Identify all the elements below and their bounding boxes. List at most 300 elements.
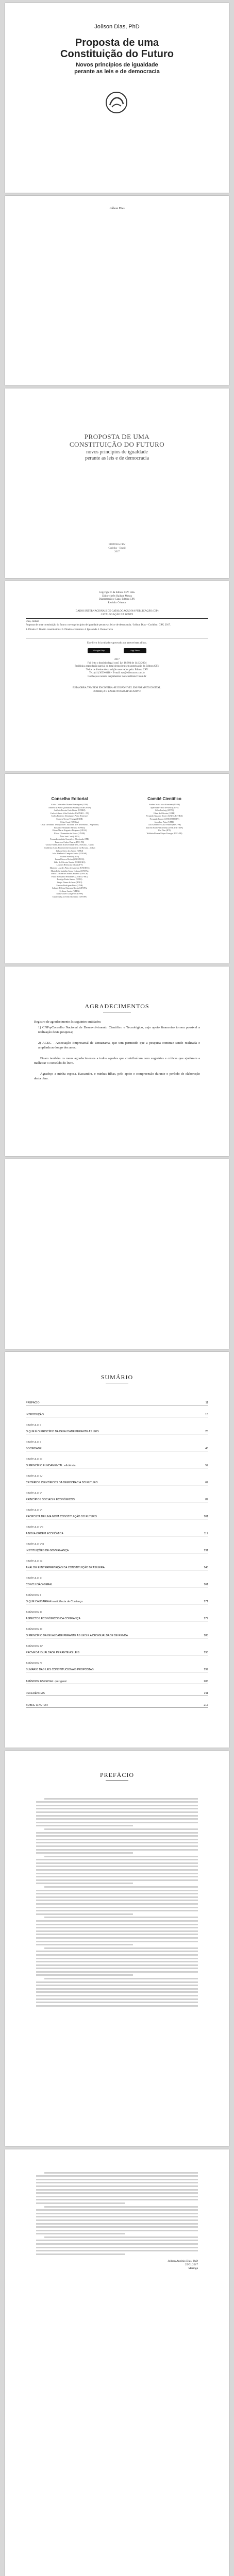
- toc-chapter-number: CAPÍTULO IV: [26, 1475, 43, 1478]
- publisher-name: EDITORA CRV: [108, 544, 126, 546]
- toc-chapter-number: APÊNDICE I: [26, 1594, 41, 1597]
- toc-entry-page: 87: [205, 1498, 208, 1501]
- rights-website: Conheça os nossos lançamentos: www.editoracrv.com.br: [88, 675, 146, 678]
- text-line: [36, 1924, 198, 1925]
- cover-page: [5, 3, 229, 193]
- toc-chapter-label: [26, 1626, 208, 1631]
- board-member: Maria Cristina dos Santos Bezerra (UFSCar): [51, 872, 88, 875]
- catalog-author: Dias, Joílson: [26, 620, 39, 623]
- cover-title-line1: Proposta de uma: [75, 37, 159, 48]
- board-member: Luís Alexandre Carta Winter (PUC-PR): [148, 823, 181, 826]
- title-page-subtitle: [5, 449, 229, 462]
- toc-chapter-label: [26, 1524, 208, 1529]
- cip-line2: CATALOGAÇÃO NA FONTE: [101, 613, 133, 616]
- toc-gap: [26, 1604, 208, 1609]
- copyright-credits: [26, 591, 208, 605]
- toc-chapter-number: CAPÍTULO V: [26, 1492, 42, 1495]
- text-line: [36, 2253, 125, 2255]
- text-line: [36, 1801, 198, 1803]
- board-member: Fernando Knoerr (UNICURITIBA): [149, 817, 179, 820]
- text-line: [36, 2002, 198, 2003]
- toc-entry-label: APÊNDICE ESPECIAL: quiz geral: [26, 1680, 66, 1683]
- toc-chapter-label: [26, 1575, 208, 1580]
- text-line: [36, 1958, 198, 1959]
- conselho-editorial: [31, 796, 108, 899]
- toc-entry[interactable]: [26, 1631, 208, 1638]
- toc-entry[interactable]: [26, 1597, 208, 1604]
- toc-entry-page: 199: [204, 1668, 208, 1671]
- toc-entry[interactable]: [26, 1495, 208, 1502]
- toc-entry-page: 171: [204, 1600, 208, 1603]
- table-of-contents-page: [5, 1352, 229, 1748]
- text-line: [36, 1876, 198, 1877]
- toc-gap: [26, 1672, 208, 1677]
- board-member: Celso Ludwig (UFPR): [155, 809, 174, 812]
- rights-block: [26, 658, 208, 679]
- preface-text: [36, 1796, 198, 2008]
- toc-entry[interactable]: [26, 1580, 208, 1587]
- text-line: [36, 1964, 198, 1966]
- ebook-line2: CONHEÇA E BAIXE NOSSO APLICATIVO!: [92, 690, 142, 693]
- board-member: Simone Rodrigues Pinto (UNB): [56, 884, 83, 887]
- toc-chapter-label: [26, 1609, 208, 1614]
- text-line: [36, 1893, 198, 1894]
- toc-entry-page: 211: [204, 1692, 208, 1695]
- title-line2: CONSTITUIÇÃO DO FUTURO: [69, 440, 165, 448]
- text-line: [36, 2250, 198, 2251]
- toc-gap: [26, 1696, 208, 1701]
- toc-entry[interactable]: [26, 1529, 208, 1536]
- text-line: [36, 1818, 198, 1820]
- text-line: [36, 1998, 198, 2000]
- toc-gap: [26, 1638, 208, 1643]
- text-line: [36, 1937, 198, 1939]
- cover-title-line2: Constituição do Futuro: [60, 48, 174, 60]
- toc-entry[interactable]: [26, 1410, 208, 1417]
- toc-chapter-number: CAPÍTULO IX: [26, 1560, 43, 1563]
- cover-subtitle-line1: Novos princípios de igualdade: [76, 62, 158, 68]
- toc-gap: [26, 1502, 208, 1507]
- toc-chapter-label: [26, 1660, 208, 1665]
- title-page-publisher: [5, 543, 229, 554]
- toc-entry[interactable]: [26, 1563, 208, 1570]
- board-member: Solange Helena Ximenes-Rocha (UFOPA): [52, 887, 88, 890]
- toc-chapter-number: APÊNDICE V: [26, 1662, 42, 1665]
- toc-gap: [26, 1570, 208, 1575]
- toc-entry-label: O PRINCÍPIO FUNDAMENTAL: eficiência: [26, 1464, 76, 1467]
- copyright-line4: Revisão: O Autor: [108, 601, 126, 604]
- toc-entry[interactable]: [26, 1478, 208, 1485]
- text-line: [36, 1981, 198, 1983]
- half-title-page: [5, 196, 229, 385]
- copyright-line2: Editor-chefe: Railson Moura: [102, 595, 132, 598]
- text-line: [36, 1985, 198, 1986]
- board-member: Carlos Federico Dominguez Avila (Unieuro): [51, 815, 88, 818]
- toc-gap: [26, 1451, 208, 1456]
- toc-entry-label: SOCIEDADE: [26, 1447, 42, 1450]
- toc-gap: [26, 1587, 208, 1592]
- text-line: [36, 2216, 198, 2217]
- text-line: [36, 1944, 133, 1945]
- text-line: [36, 2179, 198, 2180]
- toc-chapter-number: APÊNDICE IV: [26, 1645, 43, 1648]
- toc-entry-page: 145: [204, 1566, 208, 1569]
- comite-list: [126, 803, 203, 835]
- board-member: Élsio José Corá (UFFS): [59, 835, 80, 838]
- toc-chapter-number: CAPÍTULO III: [26, 1458, 42, 1461]
- board-member: Francisco Carlos Duarte (PUC-PR): [55, 840, 85, 843]
- toc-entry-page: 193: [204, 1651, 208, 1654]
- toc-chapter-label: [26, 1439, 208, 1444]
- board-member: Jaqueline Pinto (UFPR): [154, 820, 175, 823]
- toc-chapter-label: [26, 1643, 208, 1648]
- text-line: [44, 1947, 198, 1949]
- text-line: [36, 2185, 198, 2187]
- rights-deposit: Foi feito o depósito legal conf. Lei 10.994 de 14/12/2004: [87, 662, 147, 665]
- text-line: [36, 2196, 198, 2197]
- board-member: Josania Portela (UFPI): [60, 855, 79, 858]
- text-line: [36, 2189, 198, 2191]
- rights-prohibited: Proibida a reprodução parcial ou total desta obra sem autorização da Editora CRV: [75, 665, 159, 668]
- toc-entry-label: PROVA DA IGUALDADE PERANTE AS LEIS: [26, 1651, 79, 1654]
- toc-chapter-number: CAPÍTULO VIII: [26, 1543, 44, 1546]
- rights-reserved: Todos os direitos desta edição reservados pela: Editora CRV: [86, 668, 148, 671]
- board-member: Rodrigo Pratte-Santos (UFES): [57, 878, 82, 881]
- text-line: [44, 1917, 198, 1918]
- acknowledgements-title: AGRADECIMENTOS: [85, 1003, 149, 1010]
- catalog-record: [26, 620, 208, 632]
- text-line: [44, 2206, 198, 2208]
- comite-title: Comitê Científico: [147, 796, 181, 801]
- toc-entry[interactable]: [26, 1461, 208, 1468]
- text-line: [36, 1845, 198, 1847]
- toc-chapter-number: CAPÍTULO II: [26, 1441, 42, 1444]
- toc-entry-label: REFERÊNCIAS: [26, 1692, 45, 1695]
- title-page: [5, 388, 229, 578]
- preface-signature: [168, 2260, 198, 2270]
- toc-entry-page: 57: [205, 1464, 208, 1467]
- text-line: [36, 1907, 198, 1908]
- board-member: Walkiria Bianca Mayer Krueger (PUC-PR): [146, 832, 182, 835]
- toc-chapter-number: CAPÍTULO VI: [26, 1509, 43, 1512]
- text-line: [36, 1930, 198, 1932]
- toc-entry[interactable]: [26, 1665, 208, 1672]
- text-line: [36, 1811, 198, 1813]
- text-line: [36, 1951, 198, 1952]
- text-line: [36, 1852, 133, 1854]
- acknowledgements-page: [5, 967, 229, 1156]
- text-line: [36, 2202, 125, 2204]
- text-line: [36, 1974, 133, 1976]
- text-line: [36, 2226, 198, 2228]
- text-line: [36, 1822, 198, 1823]
- toc-chapter-number: APÊNDICE II: [26, 1611, 42, 1614]
- comite-cientifico: [126, 796, 203, 835]
- toc-entry-page: 15: [205, 1413, 208, 1416]
- text-line: [36, 1808, 198, 1809]
- copyright-line3: Diagramação e Capa: Editora CRV: [98, 598, 136, 601]
- board-member: Elane de Oliveira (UFPR): [154, 811, 175, 815]
- rights-contact: Tel.: (41) 3039-6418 - E-mail: sac@editoracrv.com.br: [89, 672, 145, 674]
- cip-header: [26, 610, 208, 617]
- board-member: Eduardo Fernandes Barbosa (UFMG): [54, 826, 86, 829]
- text-line: [36, 1805, 198, 1806]
- text-line: [36, 1896, 198, 1898]
- toc-gap: [26, 1684, 208, 1689]
- toc-chapter-label: [26, 1541, 208, 1546]
- editorial-board-page: [5, 774, 229, 963]
- text-line: [36, 1869, 198, 1871]
- ack-p1: Registro de agradecimento às seguintes entidades:: [34, 1020, 102, 1024]
- title-page-title: [5, 433, 229, 448]
- toc-chapter-label: [26, 1558, 208, 1563]
- toc-entry[interactable]: [26, 1444, 208, 1451]
- text-line: [36, 2199, 198, 2200]
- toc-entry-page: 177: [204, 1617, 208, 1620]
- toc-entry[interactable]: [26, 1546, 208, 1553]
- cover-title: [5, 37, 229, 60]
- toc-entry[interactable]: [26, 1427, 208, 1434]
- board-member: Elizeu Clementino de Souza (UNEB): [54, 832, 85, 835]
- toc-entry-label: O QUE É O PRINCÍPIO DA IGUALDADE PERANTE AS LEIS: [26, 1430, 99, 1433]
- text-line: [44, 1798, 198, 1800]
- subtitle-line2: perante as leis e de democracia: [85, 455, 149, 461]
- cover-subtitle: [5, 62, 229, 75]
- text-line: [36, 1927, 198, 1928]
- toc-gap: [26, 1553, 208, 1558]
- text-line: [36, 2230, 198, 2231]
- toc-entry[interactable]: [26, 1512, 208, 1519]
- board-member: Celso Conti (UFSCar): [60, 820, 79, 823]
- toc-gap: [26, 1655, 208, 1660]
- toc-gap: [26, 1434, 208, 1439]
- text-line: [36, 1859, 198, 1860]
- publisher-logo-icon: [105, 91, 128, 114]
- board-member: Elione Maria Nogueira Diogenes (UFAL): [52, 829, 87, 832]
- board-member: Jailson Alves dos Santos (UFRJ): [56, 849, 83, 852]
- board-member: Aldira Guimarães Duarte Domínguez (UNB): [51, 803, 89, 806]
- text-line: [36, 2213, 198, 2214]
- toc-gap: [26, 1536, 208, 1541]
- board-member: Cesar Gerónimo Tello (Univer .Nacional Três de Febrero – Argentina): [40, 823, 99, 826]
- cip-line1: DADOS INTERNACIONAIS DE CATALOGAÇÃO NA PUBLICAÇÃO (CIP): [75, 610, 159, 613]
- toc-entry-page: 161: [204, 1583, 208, 1586]
- board-member: Antônio Pereira Gaio Júnior (UFRRJ): [54, 809, 86, 812]
- ack-p3: 2) ACEG - Associação Empresarial de Umuarama, que tem permitido que a pesquisa continue sendo realizada e ampliada ao longo dos anos;: [38, 1041, 200, 1049]
- toc-title: SUMÁRIO: [101, 1374, 133, 1381]
- text-line: [36, 1873, 198, 1874]
- cover-author: Joílson Dias, PhD: [94, 24, 140, 30]
- ebook-note: [26, 687, 208, 693]
- board-member: Fernando Gustavo Knoerr (UNICURITIBA): [146, 815, 183, 818]
- toc-entry-label: SUMÁRIO DAS LEIS CONSTITUCIONAIS PROPOSTAS: [26, 1668, 94, 1671]
- text-line: [36, 2233, 125, 2234]
- toc-gap: [26, 1468, 208, 1473]
- toc-entry-label: PREFÁCIO: [26, 1401, 40, 1404]
- publisher-year: 2017: [114, 551, 120, 553]
- text-line: [36, 1910, 198, 1911]
- text-line: [36, 2175, 198, 2177]
- signature-date: 25/01/2017: [185, 2263, 198, 2266]
- text-line: [44, 2236, 198, 2238]
- text-line: [36, 1900, 198, 1901]
- text-line: [44, 1886, 198, 1888]
- board-member: Fernando Antônio Gonçalves Alcoforado (IPB): [50, 838, 89, 841]
- toc-entry-label: ASPECTOS ECONÔMICOS DA CONFIANÇA: [26, 1617, 80, 1620]
- toc-gap: [26, 1519, 208, 1524]
- preface-title: PREFÁCIO: [99, 1771, 134, 1778]
- toc-gap: [26, 1417, 208, 1422]
- toc-entry-page: 101: [204, 1515, 208, 1518]
- copyright-line1: Copyright © da Editora CRV Ltda.: [99, 591, 135, 594]
- conselho-list: [31, 803, 108, 899]
- board-member: Andrea Maila Voss Kominek (UFPR): [148, 803, 180, 806]
- toc-entry-page: 185: [204, 1634, 208, 1637]
- board-member: Guillermo Arias Beatón (Universidade de La Havana – Cuba): [44, 846, 95, 849]
- text-line: [36, 1832, 198, 1834]
- toc-entry-label: ANÁLISE E INTERPRETAÇÃO DA CONSTITUIÇÃO BRASILEIRA: [26, 1566, 105, 1569]
- toc-entry-label: O PRINCÍPIO DA IGUALDADE PERANTE AS LEIS E A DESIGUALDADE DE RENDA: [26, 1634, 128, 1637]
- ack-p4: Ficam também os meus agradecimentos a todos aqueles que contribuíram com sugestões e críticas que ajudaram a melhorar o conteúdo do livro.: [34, 1057, 200, 1065]
- board-member: Lídia de Oliveira Xavier (UNIEURO): [54, 860, 86, 863]
- toc-entry[interactable]: [26, 1398, 208, 1405]
- subtitle-line1: novos princípios de igualdade: [86, 449, 148, 455]
- review-note: Este livro foi avaliado e aprovado por pareceristas ad hoc.: [87, 642, 147, 645]
- ack-p2: 1) CNPq-Conselho Nacional de Desenvolvimento Científico e Tecnológico, cujo apoio financeiro tornou possível a realização desta pesquisa;: [38, 1026, 200, 1034]
- toc-entry[interactable]: [26, 1689, 208, 1696]
- app-store-button[interactable]: App Store: [124, 648, 146, 653]
- toc-entry-label: PROPOSTA DE UMA NOVA CONSTITUIÇÃO DO FUTURO: [26, 1515, 97, 1518]
- toc-chapter-label: [26, 1422, 208, 1427]
- text-line: [36, 1883, 133, 1884]
- text-line: [44, 1828, 198, 1830]
- ack-p5: Agradeço a minha esposa, Kassandra, e minhas filhas, pelo apoio e compreensão durante o período de elaboração desta obra.: [34, 1072, 200, 1080]
- toc-entry[interactable]: [26, 1614, 208, 1621]
- catalog-title: Proposta de uma constituição do futuro: novos princípios de igualdade perante as leis e de democracia / Joílson Dias – Curitiba : CRV, 2017.: [26, 623, 171, 626]
- toc-chapter-label: [26, 1592, 208, 1597]
- toc-list: [26, 1398, 208, 1708]
- board-member: Maria de Lourdes Pinto de Almeida (UNOESC): [49, 867, 90, 870]
- text-line: [44, 1978, 198, 1979]
- text-line: [36, 1866, 198, 1867]
- cover-subtitle-line2: perante as leis e de democracia: [74, 69, 160, 75]
- preface-page: [5, 1751, 229, 2146]
- toc-entry-label: CONCLUSÃO GERAL: [26, 1583, 53, 1586]
- text-line: [36, 2240, 198, 2241]
- board-member: Paulo Romualdo Hernandes (UNIFAL-MG): [51, 875, 88, 878]
- text-line: [36, 2182, 198, 2183]
- text-line: [36, 2219, 198, 2221]
- toc-entry-page: 217: [204, 1704, 208, 1707]
- google-play-button[interactable]: Google Play: [88, 648, 110, 653]
- title-line1: PROPOSTA DE UMA: [84, 433, 150, 440]
- text-line: [36, 1913, 133, 1915]
- signature-name: Joílson Antônio Dias, PhD: [168, 2260, 198, 2263]
- text-line: [36, 1815, 198, 1817]
- text-line: [36, 2005, 198, 2007]
- toc-entry-label: PRINCÍPIOS SOCIAIS E ECONÔMICOS: [26, 1498, 75, 1501]
- board-member: Gloria Fariñas León (Universidade de La Havana – Cuba): [45, 843, 94, 846]
- toc-gap: [26, 1405, 208, 1410]
- text-line: [36, 1839, 198, 1840]
- text-line: [36, 2223, 198, 2225]
- toc-entry-page: 67: [205, 1481, 208, 1484]
- board-member: Sydione Santos (UEPG): [59, 889, 80, 892]
- copyright-page: [5, 581, 229, 771]
- text-line: [36, 2209, 198, 2211]
- blank-page: [5, 1159, 229, 1349]
- text-line: [36, 1903, 198, 1905]
- board-member: Aparecida Vieira de Melo (UFPE): [150, 806, 179, 809]
- text-line: [36, 2243, 198, 2245]
- board-member: Andréia da Silva Quintanilha Sousa (UNIR/UFRN): [48, 806, 91, 809]
- text-line: [36, 1941, 198, 1942]
- board-member: Carmen Tereza Velanga (UNIR): [56, 817, 83, 820]
- toc-entry-page: 43: [205, 1447, 208, 1450]
- toc-chapter-number: APÊNDICE III: [26, 1628, 43, 1631]
- toc-chapter-label: [26, 1507, 208, 1512]
- text-line: [36, 1968, 198, 1969]
- conselho-title: Conselho Editorial: [51, 796, 88, 801]
- text-line: [44, 2172, 198, 2174]
- catalog-subjects: 1. Direito 2. Direito constitucional 3. Direito econômico 4. Igualdade 5. Democracia: [26, 629, 113, 631]
- text-line: [36, 1971, 198, 1973]
- toc-chapter-number: CAPÍTULO VII: [26, 1526, 43, 1529]
- toc-entry[interactable]: [26, 1648, 208, 1655]
- board-member: Maria Lília Imbiriba Sousa Colares (UFOPA): [51, 869, 89, 872]
- board-member: Tadeu Oliver Gonçalves (UFPA): [56, 892, 83, 895]
- preface-continued-page: [5, 2149, 229, 2576]
- text-line: [36, 1890, 198, 1891]
- toc-entry-page: 205: [204, 1680, 208, 1683]
- text-line: [36, 1835, 198, 1837]
- toc-entry[interactable]: [26, 1677, 208, 1684]
- text-line: [36, 1862, 198, 1864]
- toc-entry-page: 117: [204, 1532, 208, 1535]
- toc-entry-page: 11: [205, 1401, 208, 1404]
- toc-entry[interactable]: [26, 1701, 208, 1708]
- half-title-author: Joílson Dias: [109, 207, 125, 210]
- toc-chapter-label: [26, 1490, 208, 1495]
- board-member: Tania Suely Azevedo Brasileiro (UFOPA): [52, 895, 87, 898]
- toc-entry-label: INTRODUÇÃO: [26, 1413, 44, 1416]
- toc-entry-label: INSTITUIÇÕES DE GOVERNANÇA: [26, 1549, 69, 1552]
- board-member: Marcelo Paulo Wacheleski (UNICURITIBA): [145, 826, 183, 829]
- text-line: [36, 1995, 198, 1996]
- toc-chapter-number: CAPÍTULO I: [26, 1424, 41, 1427]
- toc-entry-label: CRITÉRIOS CIENTÍFICOS DA DEMOCRACIA DO FUTURO: [26, 1481, 98, 1484]
- board-member: João Adalberto Campato Junior (UNESP): [52, 852, 87, 855]
- text-line: [36, 1991, 198, 1993]
- publisher-place: Curitiba – Brasil: [108, 547, 126, 550]
- cip-top-rule: [26, 618, 208, 619]
- text-line: [36, 1842, 198, 1843]
- toc-entry-label: SOBRE O AUTOR: [26, 1704, 48, 1707]
- text-line: [36, 1934, 198, 1935]
- toc-chapter-label: [26, 1473, 208, 1478]
- board-member: Lourdes Helena da Silva (UFV): [56, 863, 83, 867]
- text-line: [36, 1988, 198, 1990]
- board-member: Leonel Severo Rocha (UNISINOS): [55, 858, 85, 861]
- text-line: [36, 1825, 133, 1826]
- text-line: [36, 2192, 198, 2194]
- preface-continued-text: [36, 2170, 198, 2257]
- text-line: [44, 1856, 198, 1857]
- board-member: Carlos Alberto Vilar Estêvão (UMINHO – PT): [50, 811, 89, 815]
- rights-year: 2017: [114, 658, 120, 661]
- toc-gap: [26, 1621, 208, 1626]
- ebook-line1: ESTA OBRA TAMBÉM ENCONTRA-SE DISPONÍVEL EM FORMATO DIGITAL.: [72, 687, 162, 689]
